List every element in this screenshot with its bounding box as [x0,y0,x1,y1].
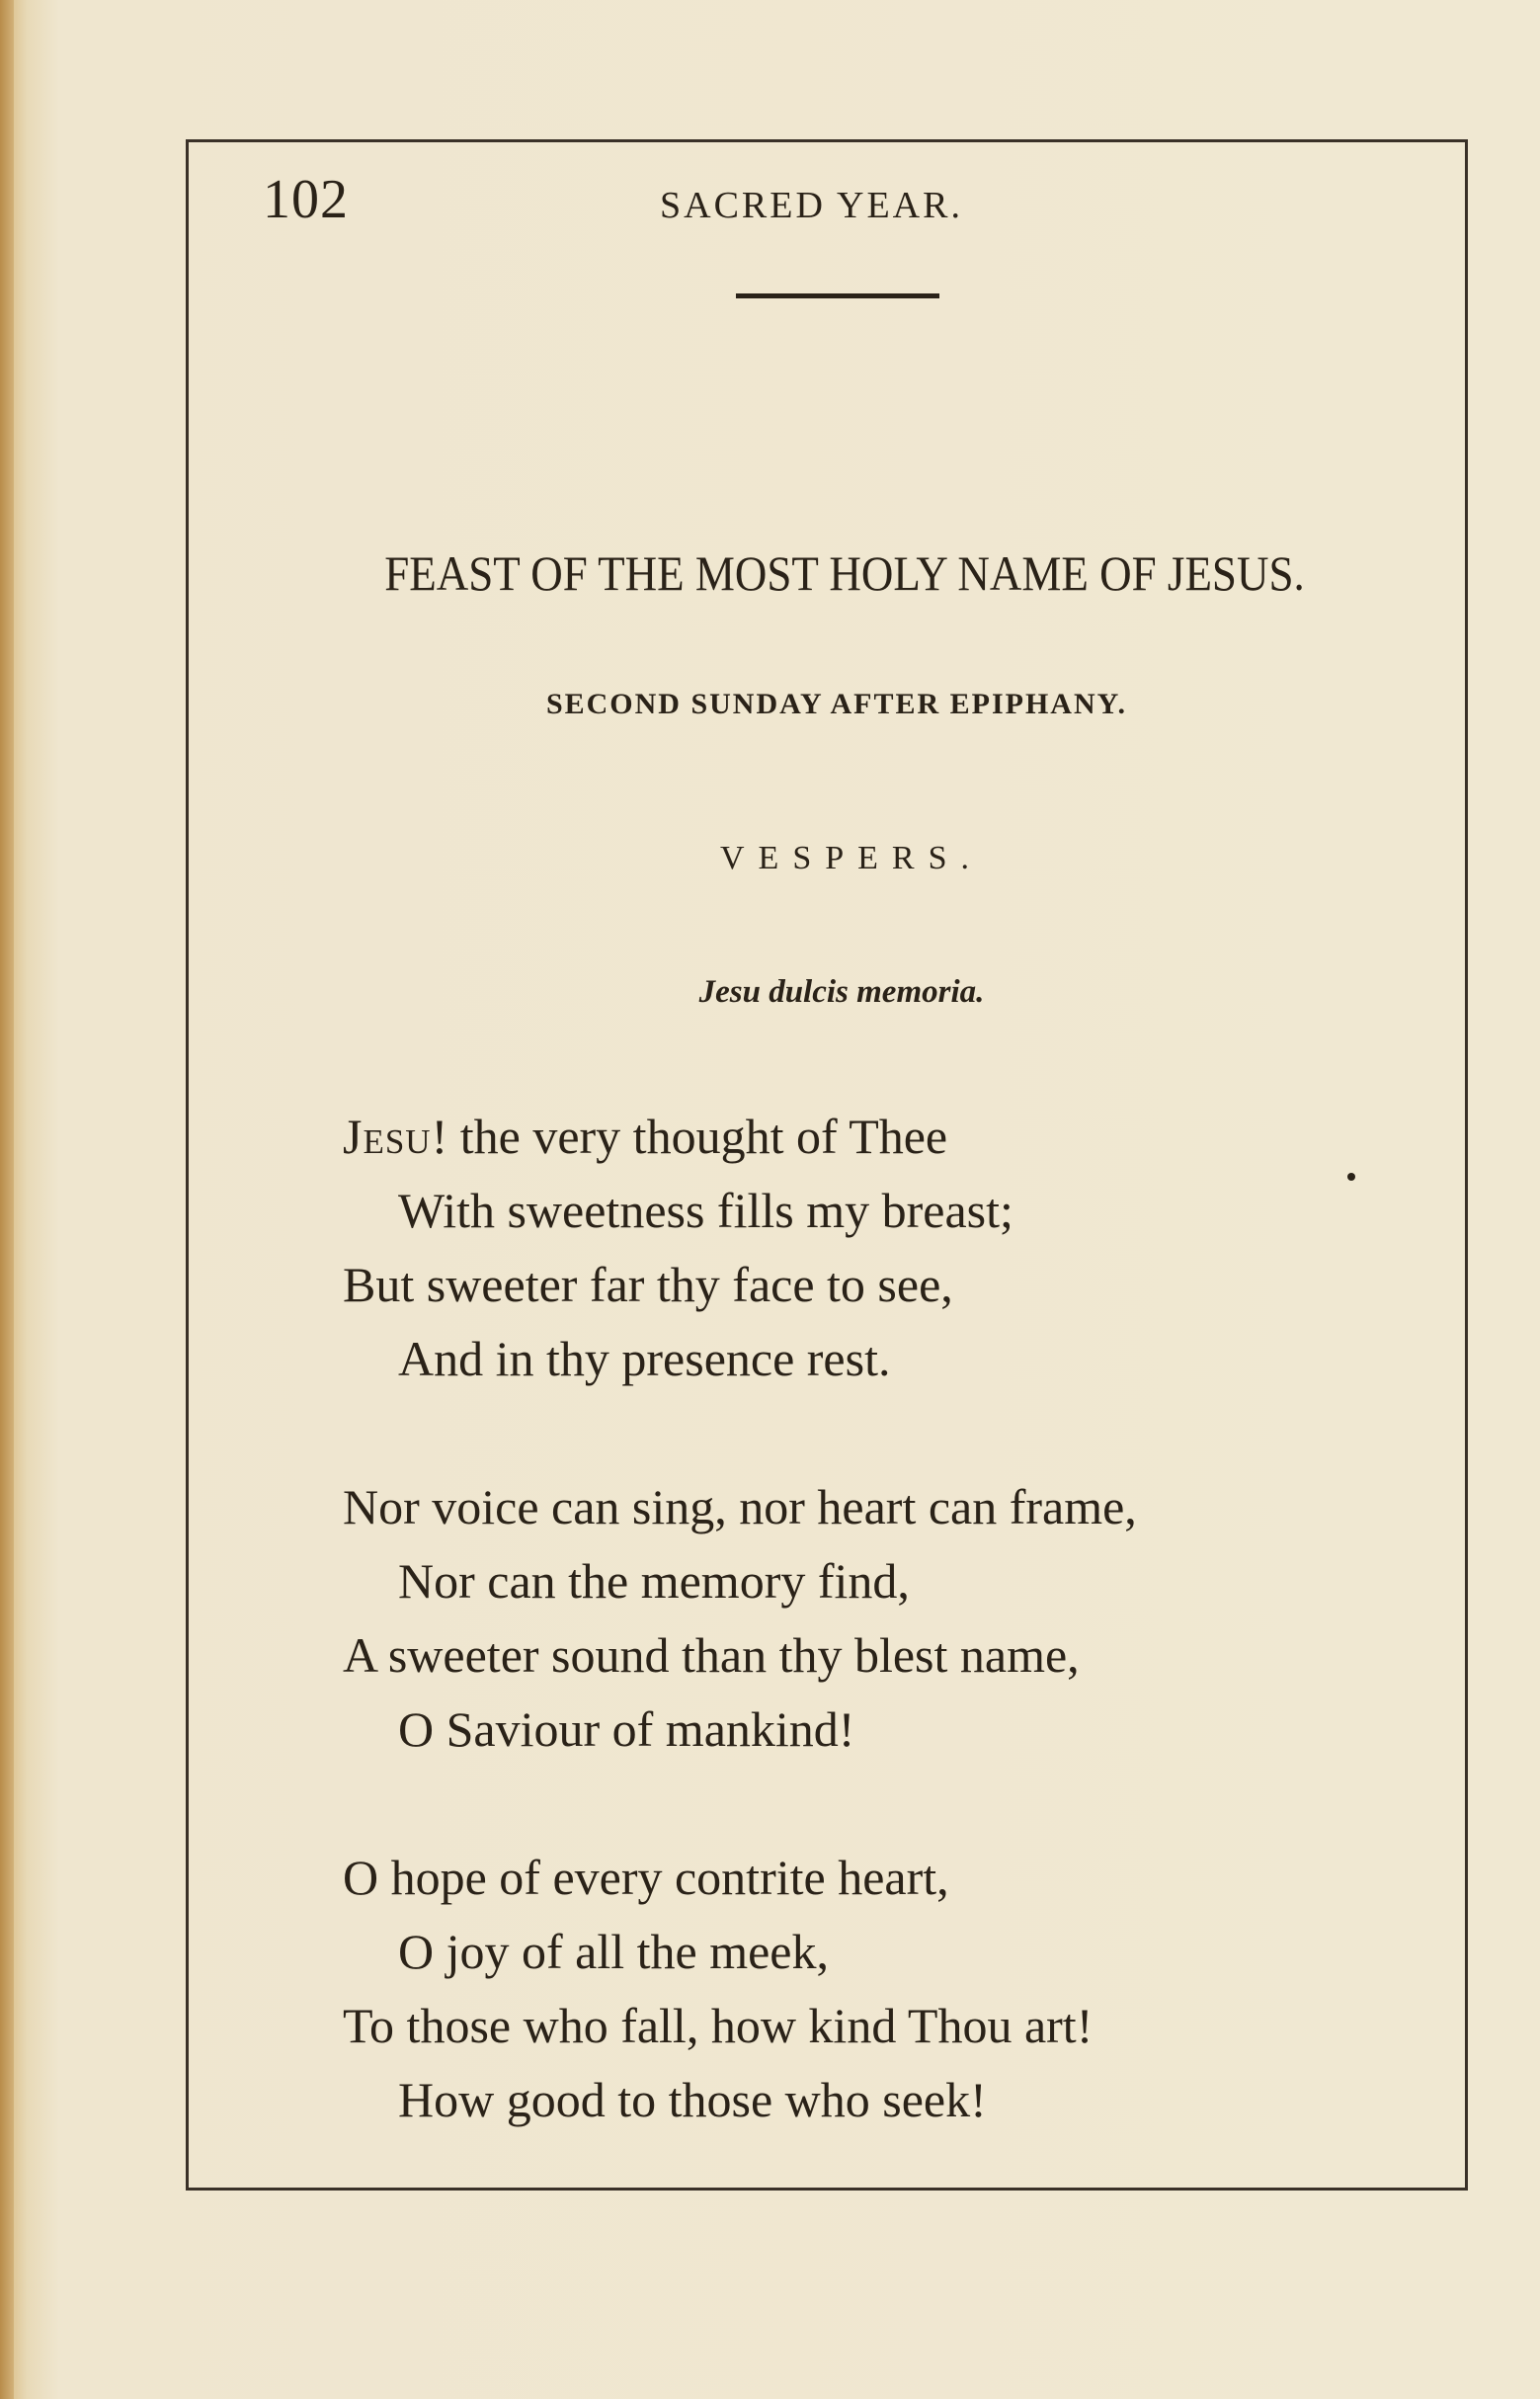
verse-line [343,1100,1429,1174]
running-title: SACRED YEAR. [660,185,963,226]
drop-word: Jesu [343,1109,432,1164]
book-gutter-edge [0,0,14,2399]
verse-line: Nor voice can sing, nor heart can frame, [343,1479,1137,1534]
stanza-3 [343,1841,1429,2137]
verse-line: O hope of every contrite heart, [343,1850,949,1905]
page-number: 102 [263,169,349,230]
verse-line: To those who fall, how kind Thou art! [343,1998,1094,2053]
ink-speck [1347,1173,1355,1181]
stanza-1 [343,1100,1429,1396]
verse-line: But sweeter far thy face to see, [343,1257,953,1312]
stanza-2 [343,1470,1429,1767]
verse-line: O joy of all the meek, [398,1924,829,1979]
header-rule [736,293,939,298]
verse-line-text: ! the very thought of Thee [431,1109,948,1164]
feast-title: FEAST OF THE MOST HOLY NAME OF JESUS. [384,545,1305,601]
office-title: VESPERS. [720,840,983,876]
verse-line: With sweetness fills my breast; [398,1183,1013,1238]
verse-line: How good to those who seek! [398,2072,987,2127]
verse-line: And in thy presence rest. [398,1331,891,1386]
verse-line: A sweeter sound than thy blest name, [343,1627,1080,1683]
feast-subtitle: SECOND SUNDAY AFTER EPIPHANY. [545,688,1128,720]
hymn-text [343,1100,1429,2211]
verse-line: O Saviour of mankind! [398,1701,855,1757]
verse-line: Nor can the memory find, [398,1553,910,1609]
hymn-incipit: Jesu dulcis memoria. [698,974,985,1010]
running-head [186,170,1468,229]
